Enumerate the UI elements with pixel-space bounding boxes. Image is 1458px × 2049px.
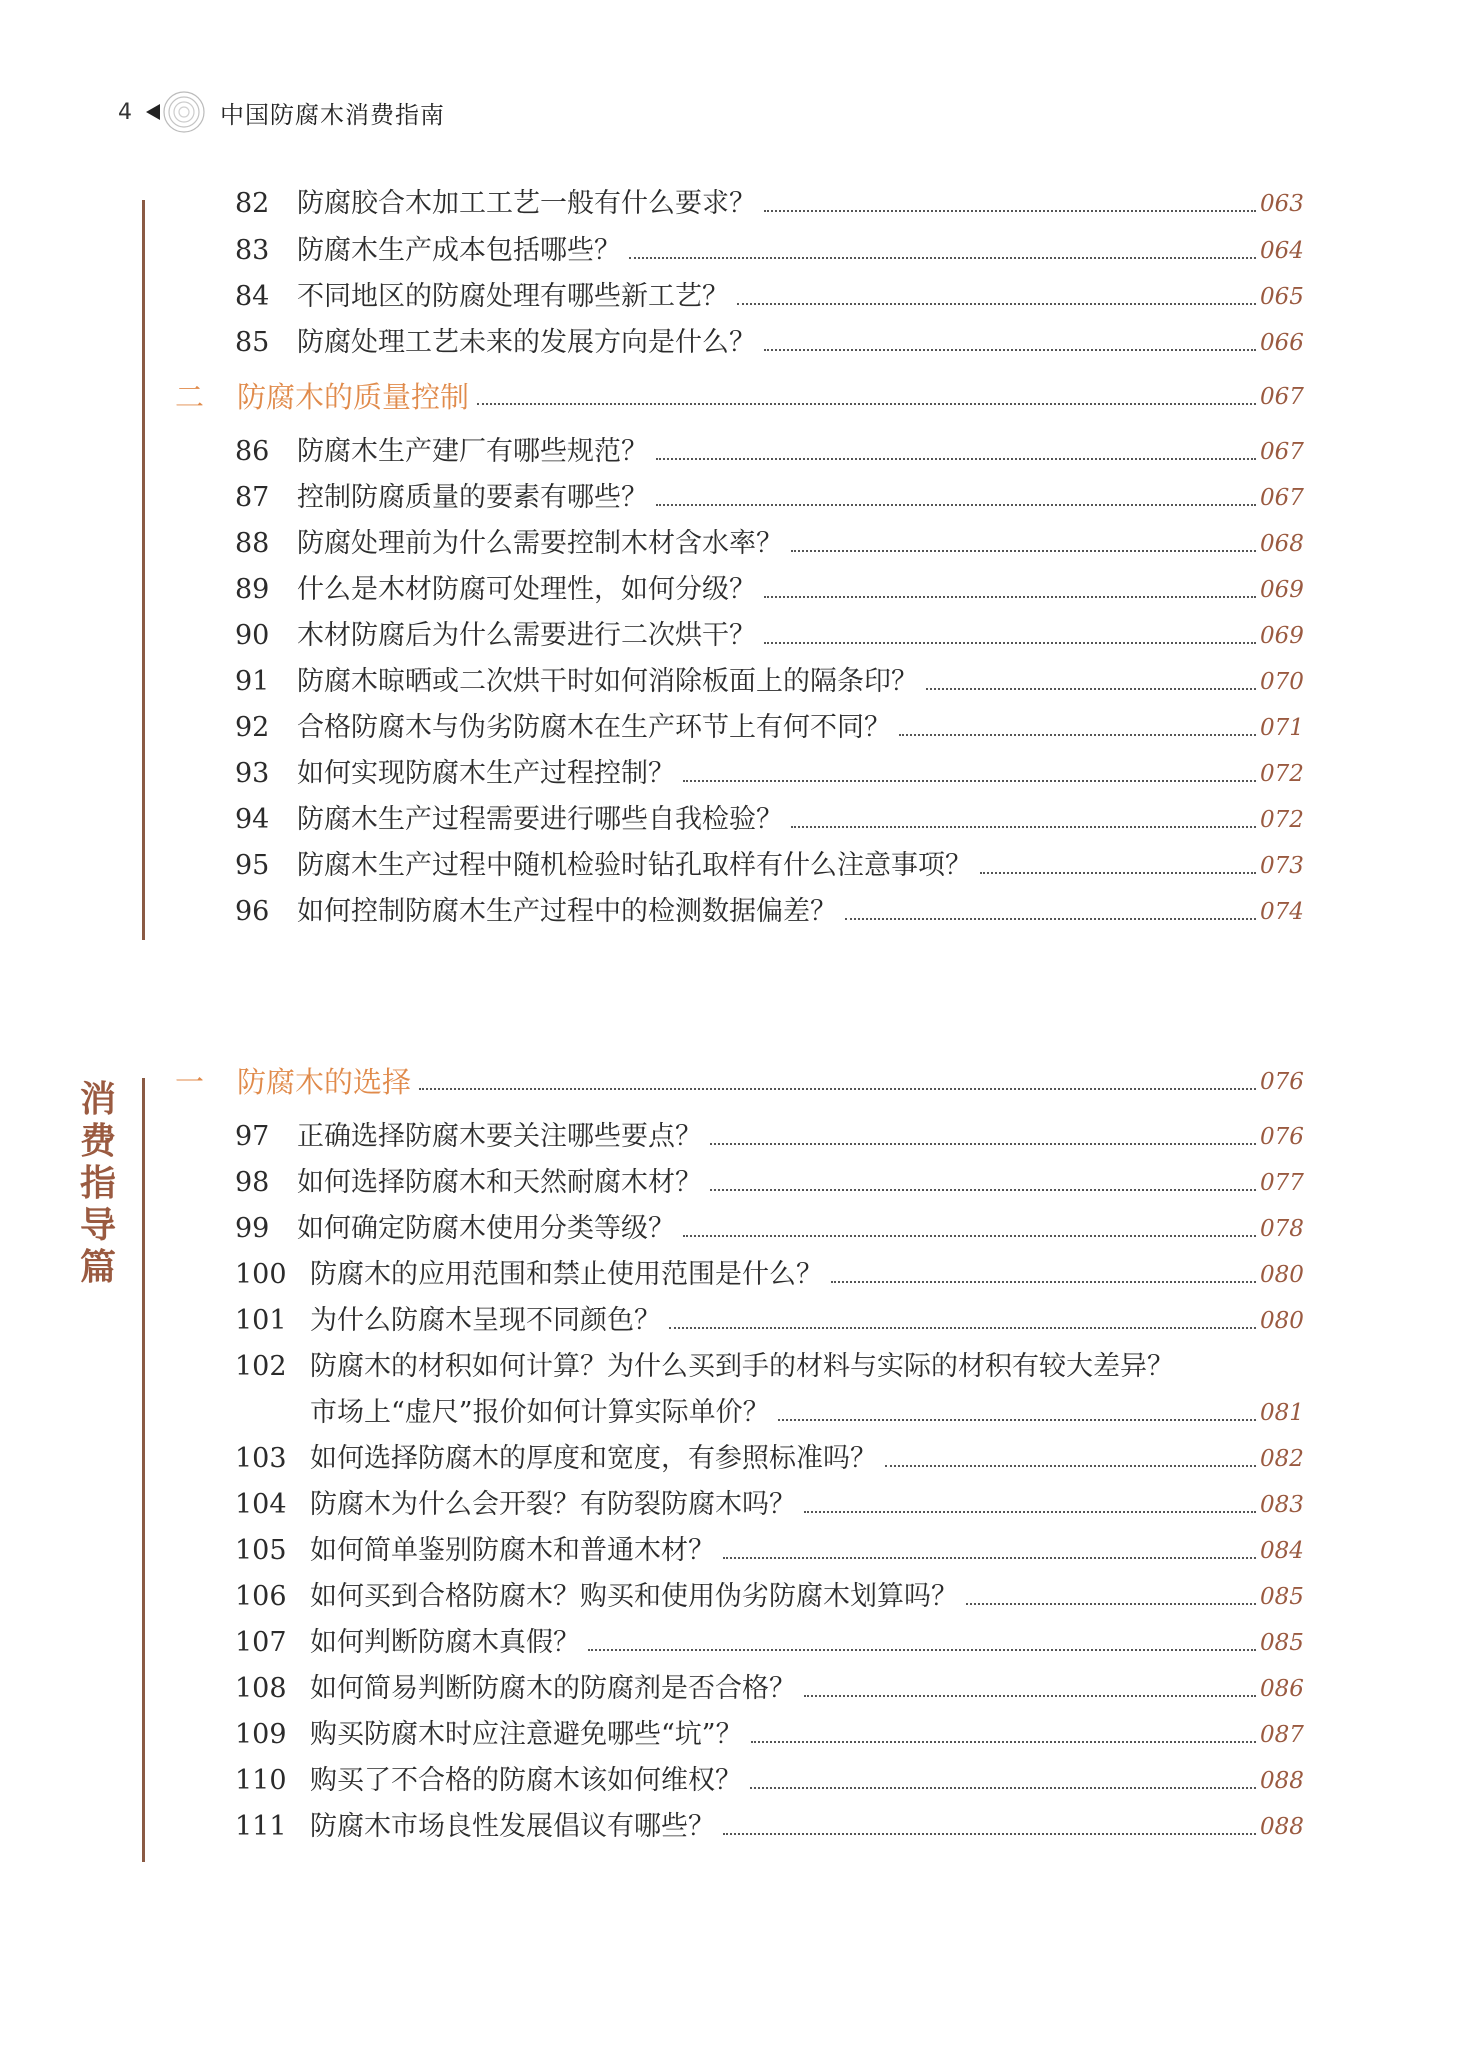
toc-entry[interactable] — [235, 849, 1304, 883]
toc-entry[interactable] — [235, 1580, 1304, 1614]
toc-entry[interactable] — [235, 573, 1304, 607]
toc-entry-title: 如何买到合格防腐木？购买和使用伪劣防腐木划算吗？ — [310, 1581, 958, 1612]
toc-page-number: 077 — [1260, 1170, 1304, 1196]
toc-entry-number: 84 — [235, 281, 270, 312]
toc-entry-title: 什么是木材防腐可处理性，如何分级？ — [297, 574, 756, 605]
dotted-leader — [831, 1281, 1256, 1283]
toc-entry-title: 防腐木为什么会开裂？有防裂防腐木吗？ — [310, 1489, 796, 1520]
page-number: 4 — [118, 99, 132, 125]
toc-entry-title: 如何控制防腐木生产过程中的检测数据偏差？ — [297, 896, 837, 927]
dotted-leader — [764, 596, 1256, 598]
toc-entry-title: 如何简单鉴别防腐木和普通木材？ — [310, 1535, 715, 1566]
dotted-leader — [764, 642, 1256, 644]
wood-grain-logo-icon — [162, 90, 206, 134]
toc-entry-title: 如何判断防腐木真假？ — [310, 1627, 580, 1658]
toc-entry-number: 88 — [235, 528, 270, 559]
toc-entry-number: 93 — [235, 758, 270, 789]
toc-entry-number: 110 — [235, 1765, 287, 1796]
toc-page-number: 081 — [1260, 1400, 1304, 1426]
dotted-leader — [966, 1603, 1256, 1605]
toc-page-number: 076 — [1260, 1069, 1304, 1095]
toc-entry-number: 95 — [235, 850, 270, 881]
toc-entry[interactable] — [235, 619, 1304, 653]
toc-entry-title: 如何确定防腐木使用分类等级？ — [297, 1213, 675, 1244]
dotted-leader — [764, 210, 1256, 212]
toc-entry[interactable] — [235, 1672, 1304, 1706]
section-rule-upper — [142, 200, 145, 940]
toc-page-number: 067 — [1260, 485, 1304, 511]
toc-entry-number: 86 — [235, 436, 270, 467]
toc-entry-title: 防腐木生产过程中随机检验时钻孔取样有什么注意事项？ — [297, 850, 972, 881]
toc-entry-number: 101 — [235, 1305, 287, 1336]
toc-page-number: 065 — [1260, 284, 1304, 310]
toc-page-number: 063 — [1260, 191, 1304, 217]
toc-page-number: 085 — [1260, 1630, 1304, 1656]
toc-entry[interactable] — [235, 527, 1304, 561]
toc-entry-number: 108 — [235, 1673, 287, 1704]
toc-entry-number: 111 — [235, 1811, 287, 1842]
toc-entry-title: 市场上“虚尺”报价如何计算实际单价？ — [310, 1397, 770, 1428]
toc-page-number: 074 — [1260, 899, 1304, 925]
toc-entry-title: 如何选择防腐木和天然耐腐木材？ — [297, 1167, 702, 1198]
toc-entry-title: 如何选择防腐木的厚度和宽度，有参照标准吗？ — [310, 1443, 877, 1474]
toc-entry-number: 106 — [235, 1581, 287, 1612]
book-title: 中国防腐木消费指南 — [220, 100, 445, 129]
toc-entry-number: 103 — [235, 1443, 287, 1474]
part-title-char: 费 — [79, 1120, 116, 1162]
toc-entry[interactable] — [235, 1810, 1304, 1844]
toc-entry[interactable] — [235, 326, 1304, 360]
toc-entry[interactable] — [235, 481, 1304, 515]
toc-entry[interactable] — [235, 1764, 1304, 1798]
toc-entry-number: 89 — [235, 574, 270, 605]
toc-entry-number: 92 — [235, 712, 270, 743]
toc-entry[interactable] — [235, 234, 1304, 268]
toc-entry[interactable] — [235, 757, 1304, 791]
toc-entry-number: 100 — [235, 1259, 287, 1290]
toc-page-number: 067 — [1260, 384, 1304, 410]
toc-entry-number: 二 — [175, 380, 205, 414]
toc-entry-number: 83 — [235, 235, 270, 266]
dotted-leader — [926, 688, 1256, 690]
back-triangle-icon — [146, 104, 160, 120]
toc-entry[interactable] — [235, 1442, 1304, 1476]
dotted-leader — [750, 1787, 1256, 1789]
dotted-leader — [588, 1649, 1256, 1651]
dotted-leader — [710, 1189, 1256, 1191]
toc-entry-title: 防腐木生产成本包括哪些？ — [297, 235, 621, 266]
dotted-leader — [791, 826, 1256, 828]
toc-section-heading[interactable] — [175, 1065, 1304, 1099]
toc-section-heading[interactable] — [175, 380, 1304, 414]
dotted-leader — [980, 872, 1256, 874]
dotted-leader — [683, 1235, 1256, 1237]
toc-entry-title: 防腐木市场良性发展倡议有哪些？ — [310, 1811, 715, 1842]
toc-entry[interactable] — [235, 803, 1304, 837]
dotted-leader — [737, 303, 1256, 305]
toc-entry[interactable] — [235, 895, 1304, 929]
dotted-leader — [656, 458, 1256, 460]
toc-entry-number: 91 — [235, 666, 270, 697]
toc-page-number: 073 — [1260, 853, 1304, 879]
toc-entry[interactable] — [235, 280, 1304, 314]
toc-page-number: 066 — [1260, 330, 1304, 356]
running-header — [118, 90, 445, 134]
toc-page-number: 083 — [1260, 1492, 1304, 1518]
toc-entry[interactable] — [235, 435, 1304, 469]
toc-entry[interactable] — [235, 1120, 1304, 1154]
toc-page-number: 069 — [1260, 577, 1304, 603]
dotted-leader — [629, 257, 1256, 259]
toc-page-number: 088 — [1260, 1768, 1304, 1794]
toc-entry-title: 合格防腐木与伪劣防腐木在生产环节上有何不同？ — [297, 712, 891, 743]
dotted-leader — [723, 1833, 1256, 1835]
dotted-leader — [751, 1741, 1256, 1743]
toc-entry-title: 控制防腐质量的要素有哪些？ — [297, 482, 648, 513]
toc-entry-title: 购买了不合格的防腐木该如何维权？ — [310, 1765, 742, 1796]
toc-page-number: 071 — [1260, 715, 1304, 741]
dotted-leader — [845, 918, 1256, 920]
toc-page-number: 072 — [1260, 807, 1304, 833]
toc-entry-number: 96 — [235, 896, 270, 927]
toc-page-number: 080 — [1260, 1262, 1304, 1288]
toc-entry-number: 一 — [175, 1065, 205, 1099]
toc-entry-number: 104 — [235, 1489, 287, 1520]
toc-entry[interactable] — [235, 187, 1304, 221]
toc-entry[interactable] — [235, 1212, 1304, 1246]
toc-entry[interactable] — [235, 1626, 1304, 1660]
toc-page-number: 069 — [1260, 623, 1304, 649]
toc-entry-title: 如何简易判断防腐木的防腐剂是否合格？ — [310, 1673, 796, 1704]
toc-entry-title: 防腐处理前为什么需要控制木材含水率？ — [297, 528, 783, 559]
toc-entry[interactable] — [235, 1166, 1304, 1200]
toc-entry[interactable] — [235, 1396, 1304, 1430]
toc-entry[interactable] — [235, 665, 1304, 699]
toc-entry-title: 防腐木生产建厂有哪些规范？ — [297, 436, 648, 467]
toc-entry[interactable] — [235, 1718, 1304, 1752]
toc-page-number: 082 — [1260, 1446, 1304, 1472]
toc-page-number: 078 — [1260, 1216, 1304, 1242]
toc-entry-title: 购买防腐木时应注意避免哪些“坑”？ — [310, 1719, 743, 1750]
toc-page-number: 064 — [1260, 238, 1304, 264]
toc-page-number: 067 — [1260, 439, 1304, 465]
toc-entry-number: 99 — [235, 1213, 270, 1244]
toc-page-number: 087 — [1260, 1722, 1304, 1748]
dotted-leader — [419, 1088, 1256, 1090]
part-title-char: 导 — [79, 1204, 116, 1246]
dotted-leader — [899, 734, 1256, 736]
toc-entry-title: 防腐木的质量控制 — [237, 380, 470, 414]
toc-page-number: 084 — [1260, 1538, 1304, 1564]
dotted-leader — [885, 1465, 1256, 1467]
toc-entry[interactable] — [235, 1488, 1304, 1522]
toc-entry-title: 防腐木的材积如何计算？为什么买到手的材料与实际的材积有较大差异？ — [310, 1351, 1174, 1382]
section-rule-lower — [142, 1078, 145, 1862]
toc-entry-number: 102 — [235, 1351, 287, 1382]
dotted-leader — [804, 1511, 1256, 1513]
toc-page-number: 072 — [1260, 761, 1304, 787]
toc-entry-title: 防腐处理工艺未来的发展方向是什么？ — [297, 327, 756, 358]
toc-entry-title: 木材防腐后为什么需要进行二次烘干？ — [297, 620, 756, 651]
toc-entry-number: 90 — [235, 620, 270, 651]
toc-entry[interactable] — [235, 711, 1304, 745]
dotted-leader — [723, 1557, 1256, 1559]
part-title-char: 指 — [79, 1162, 116, 1204]
toc-entry-number: 82 — [235, 188, 270, 219]
toc-page-number: 076 — [1260, 1124, 1304, 1150]
toc-page-number: 070 — [1260, 669, 1304, 695]
toc-entry-title: 如何实现防腐木生产过程控制？ — [297, 758, 675, 789]
toc-page-number: 088 — [1260, 1814, 1304, 1840]
toc-entry-number: 97 — [235, 1121, 270, 1152]
dotted-leader — [656, 504, 1256, 506]
toc-entry-number: 109 — [235, 1719, 287, 1750]
toc-entry-title: 防腐木晾晒或二次烘干时如何消除板面上的隔条印？ — [297, 666, 918, 697]
toc-page-number: 085 — [1260, 1584, 1304, 1610]
dotted-leader — [477, 403, 1256, 405]
toc-page-number: 080 — [1260, 1308, 1304, 1334]
dotted-leader — [764, 349, 1256, 351]
part-title-char: 消 — [79, 1078, 116, 1120]
dotted-leader — [791, 550, 1256, 552]
toc-entry[interactable] — [235, 1350, 1300, 1384]
toc-entry-title: 不同地区的防腐处理有哪些新工艺？ — [297, 281, 729, 312]
toc-entry[interactable] — [235, 1258, 1304, 1292]
toc-entry-number: 85 — [235, 327, 270, 358]
toc-entry-title: 为什么防腐木呈现不同颜色？ — [310, 1305, 661, 1336]
toc-entry-title: 防腐木生产过程需要进行哪些自我检验？ — [297, 804, 783, 835]
toc-entry-title: 正确选择防腐木要关注哪些要点？ — [297, 1121, 702, 1152]
toc-entry[interactable] — [235, 1534, 1304, 1568]
toc-entry-number: 94 — [235, 804, 270, 835]
part-title — [78, 1078, 118, 1288]
dotted-leader — [683, 780, 1256, 782]
toc-entry[interactable] — [235, 1304, 1304, 1338]
toc-entry-number: 105 — [235, 1535, 287, 1566]
toc-entry-title: 防腐胶合木加工工艺一般有什么要求？ — [297, 188, 756, 219]
dotted-leader — [669, 1327, 1256, 1329]
dotted-leader — [778, 1419, 1256, 1421]
toc-entry-title: 防腐木的选择 — [237, 1065, 412, 1099]
toc-entry-number: 107 — [235, 1627, 287, 1658]
toc-entry-number: 98 — [235, 1167, 270, 1198]
toc-page-number: 068 — [1260, 531, 1304, 557]
toc-entry-title: 防腐木的应用范围和禁止使用范围是什么？ — [310, 1259, 823, 1290]
toc-page-number: 086 — [1260, 1676, 1304, 1702]
dotted-leader — [804, 1695, 1256, 1697]
toc-entry-number: 87 — [235, 482, 270, 513]
part-title-char: 篇 — [79, 1246, 116, 1288]
dotted-leader — [710, 1143, 1256, 1145]
